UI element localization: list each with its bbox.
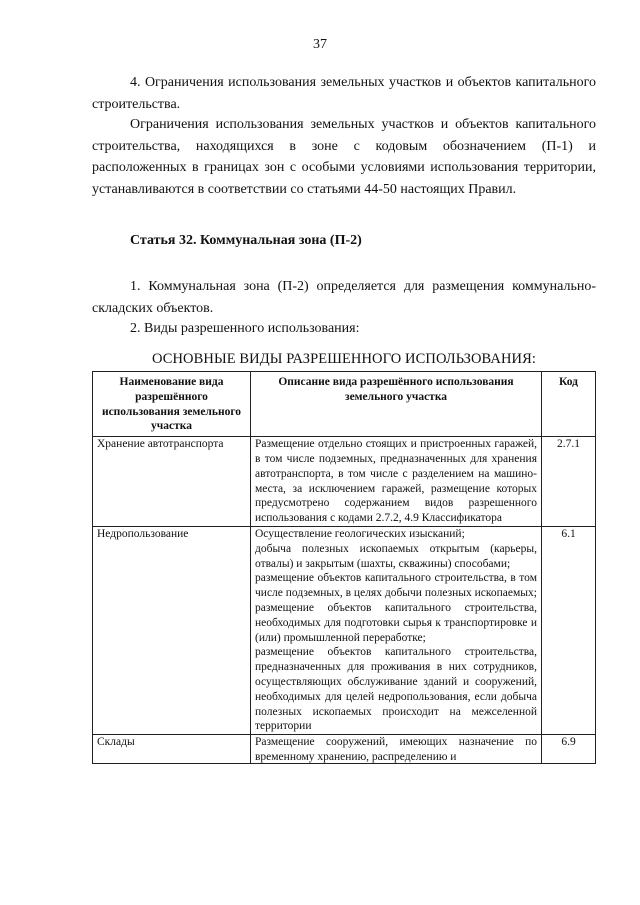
table-header-row — [93, 372, 596, 437]
row-name: Недропользование — [93, 526, 251, 734]
section-4-text: Ограничения использования земельных участков и объектов капитального строительства, находящихся в зоне с кодовым обозначением (П-1) и расположенных в границах зон с особыми условиями использования территории, устанавливаются в соответствии со статьями 44-50 настоящих Правил. — [92, 117, 596, 197]
row-description — [251, 526, 542, 734]
row-name: Склады — [93, 735, 251, 764]
row-code: 6.1 — [542, 526, 596, 734]
description-clip: Размещение сооружений, имеющих назначение по временному хранению, распределению и — [255, 736, 537, 763]
header-name: Наименование вида разрешённого использования земельного участка — [93, 372, 251, 437]
row-code: 2.7.1 — [542, 437, 596, 527]
header-description: Описание вида разрешённого использования земельного участка — [251, 372, 542, 437]
row-description — [251, 735, 542, 764]
article-item-2: 2. Виды разрешенного использования: — [130, 321, 360, 336]
table-row — [93, 735, 596, 764]
permitted-uses-table — [92, 371, 596, 764]
row-description: Размещение отдельно стоящих и пристроенных гаражей, в том числе подземных, предназначенных для хранения автотранспорта, в том числе с разделением на машино-места, за исключением гаражей, размещение которых предусмотрено содержанием видов разрешенного использования с кодами 2.7.2, 4.9 Классификатора — [251, 437, 542, 527]
description-line: размещение объектов капитального строительства, предназначенных для проживания в них сотрудников, осуществляющих обслуживание зданий и сооружений, необходимых для целей недропользования, если добыча полезных ископаемых происходит на межселенной территории — [255, 646, 537, 733]
description-line: Осуществление геологических изысканий; — [255, 527, 465, 540]
page-number: 37 — [313, 37, 327, 52]
description-line: добыча полезных ископаемых открытым (карьеры, отвалы) и закрытым (шахты, скважины) способами; — [255, 542, 537, 570]
header-code: Код — [542, 372, 596, 437]
description-line: размещение объектов капитального строительства, необходимых для подготовки сырья к транспортировке и (или) промышленной переработке; — [255, 601, 537, 644]
row-name: Хранение автотранспорта — [93, 437, 251, 527]
article-title: Статья 32. Коммунальная зона (П-2) — [130, 233, 362, 248]
table-row — [93, 526, 596, 734]
table-row — [93, 437, 596, 527]
section-4-heading: 4. Ограничения использования земельных участков и объектов капитального строительства. — [92, 75, 596, 112]
article-item-1: 1. Коммунальная зона (П-2) определяется для размещения коммунально-складских объектов. — [92, 279, 596, 316]
row-code: 6.9 — [542, 735, 596, 764]
table-caption: ОСНОВНЫЕ ВИДЫ РАЗРЕШЕННОГО ИСПОЛЬЗОВАНИЯ: — [151, 351, 537, 367]
description-line: размещение объектов капитального строительства, в том числе подземных, в целях добычи полезных ископаемых; — [255, 572, 537, 600]
